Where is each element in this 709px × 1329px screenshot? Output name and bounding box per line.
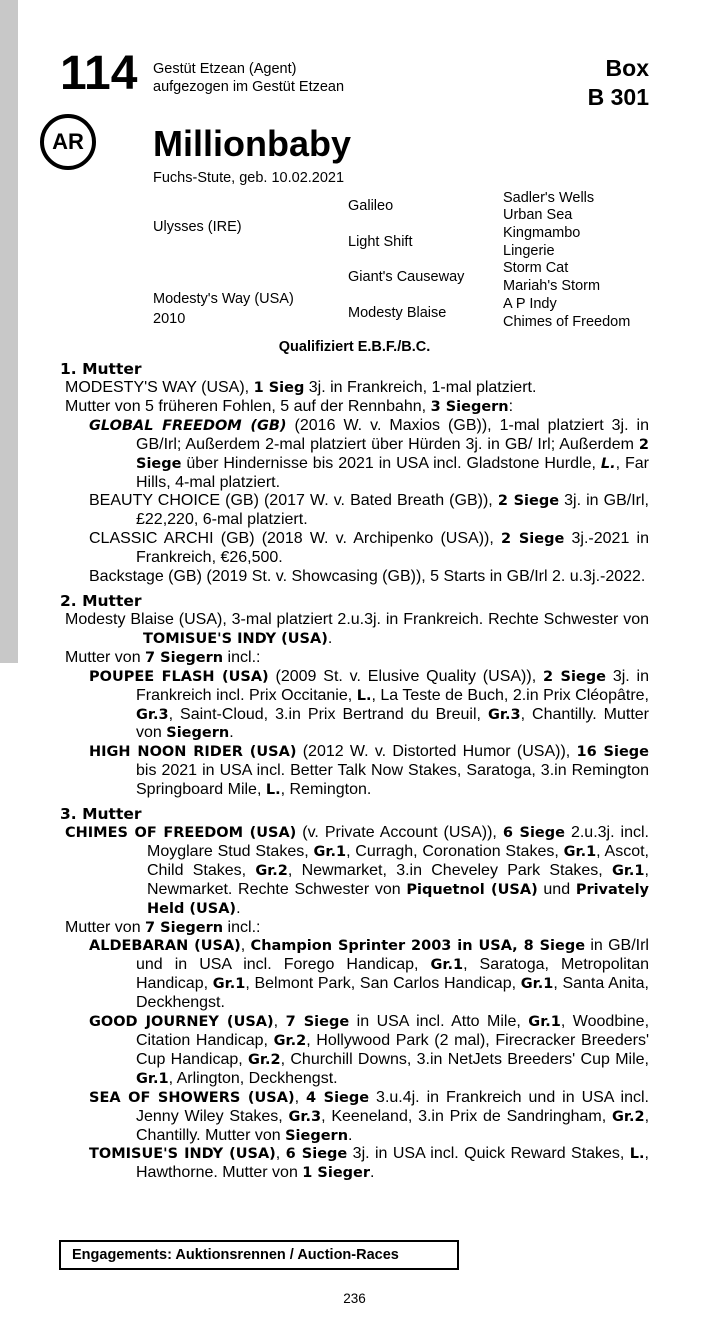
- dam-sections: [60, 360, 649, 1188]
- pedigree-dam-sire: Giant's Causeway: [348, 269, 465, 285]
- pedigree-sire-dam: Light Shift: [348, 234, 413, 250]
- pedigree-dam-year: 2010: [153, 311, 186, 327]
- offspring-entry: GLOBAL FREEDOM (GB) (2016 W. v. Maxios (GB)), 1-mal platziert 3j. in GB/Irl; Außerdem 2-mal platziert über Hürden 3j. in GB/ Irl; Außerdem 2 Siege über Hindernisse bis 2021 in USA incl. Gladstone Hurdle, L., Far Hills, 4-mal platziert.: [89, 416, 649, 491]
- pedigree-ggp: A P Indy: [503, 296, 557, 312]
- lot-number: 114: [60, 47, 138, 100]
- box-info: [588, 54, 649, 112]
- pedigree-sire-sire: Galileo: [348, 198, 394, 214]
- pedigree-ggp: Lingerie: [503, 243, 555, 259]
- dam-record: Modesty Blaise (USA), 3-mal platziert 2.u.3j. in Frankreich. Rechte Schwester von TOMISUE'S INDY (USA).: [65, 610, 649, 647]
- horse-details: Fuchs-Stute, geb. 10.02.2021: [153, 170, 345, 186]
- produce-record: Mutter von 7 Siegern incl.:: [65, 648, 261, 666]
- offspring-entry: ALDEBARAN (USA), Champion Sprinter 2003 in USA, 8 Siege in GB/Irl und in USA incl. Forego Handicap, Gr.1, Saratoga, Metropolitan Handicap, Gr.1, Belmont Park, San Carlos Handicap, Gr.1, Santa Anita, Deckhengst.: [89, 937, 650, 1012]
- first-dam-section: [60, 360, 649, 587]
- breeder-line-1: Gestüt Etzean (Agent): [153, 61, 297, 77]
- box-number: B 301: [587, 84, 649, 110]
- section-title: 1. Mutter: [60, 360, 142, 378]
- ar-badge: AR: [40, 114, 96, 170]
- offspring-entry: TOMISUE'S INDY (USA), 6 Siege 3j. in USA incl. Quick Reward Stakes, L., Hawthorne. Mutter von 1 Sieger.: [89, 1145, 649, 1182]
- pedigree-ggp: Storm Cat: [503, 260, 569, 276]
- side-color-bar: [0, 0, 18, 663]
- page-number: 236: [343, 1291, 366, 1306]
- section-title: 2. Mutter: [60, 591, 142, 610]
- pedigree-ggp: Chimes of Freedom: [503, 314, 631, 330]
- pedigree-dam-dam: Modesty Blaise: [348, 305, 447, 321]
- dam-record: CHIMES OF FREEDOM (USA) (v. Private Account (USA)), 6 Siege 2.u.3j. incl. Moyglare Stud Stakes, Gr.1, Curragh, Coronation Stakes, Gr.1, Ascot, Child Stakes, Gr.2, Newmarket, 3.in Cheveley Park Stakes, Gr.1, Newmarket. Rechte Schwester von Piquetnol (USA) und Privately Held (USA).: [65, 824, 649, 917]
- pedigree-ggp: Sadler's Wells: [503, 190, 595, 206]
- offspring-entry: Backstage (GB) (2019 St. v. Showcasing (GB)), 5 Starts in GB/Irl 2. u.3j.-2022.: [89, 568, 646, 586]
- offspring-entry: SEA OF SHOWERS (USA), 4 Siege 3.u.4j. in Frankreich und in USA incl. Jenny Wiley Stakes, Gr.3, Keeneland, 3.in Prix de Sandringham, Gr.2, Chantilly. Mutter von Siegern.: [89, 1088, 650, 1144]
- pedigree-ggp: Kingmambo: [503, 225, 581, 241]
- offspring-entry: POUPEE FLASH (USA) (2009 St. v. Elusive Quality (USA)), 2 Siege 3j. in Frankreich incl. Prix Occitanie, L., La Teste de Buch, 2.in Prix Cléopâtre, Gr.3, Saint-Cloud, 3.in Prix Bertrand du Breuil, Gr.3, Chantilly. Mutter von Siegern.: [89, 667, 650, 742]
- qualification-note: Qualifiziert E.B.F./B.C.: [278, 339, 431, 355]
- offspring-entry: BEAUTY CHOICE (GB) (2017 W. v. Bated Breath (GB)), 2 Siege 3j. in GB/Irl, £22,220, 6-mal platziert.: [89, 492, 649, 529]
- third-dam-section: [60, 805, 649, 1183]
- second-dam-section: [60, 592, 649, 800]
- pedigree-ggp: Mariah's Storm: [503, 278, 601, 294]
- breeder-line-2: aufgezogen im Gestüt Etzean: [153, 79, 345, 95]
- offspring-entry: CLASSIC ARCHI (GB) (2018 W. v. Archipenko (USA)), 2 Siege 3j.-2021 in Frankreich, €26,500.: [89, 530, 649, 567]
- box-label: Box: [605, 55, 649, 81]
- section-title: 3. Mutter: [60, 805, 142, 824]
- engagements-box: Engagements: Auktionsrennen / Auction-Races: [59, 1240, 459, 1270]
- pedigree-sire: Ulysses (IRE): [153, 219, 242, 235]
- produce-record: Mutter von 5 früheren Fohlen, 5 auf der Rennbahn, 3 Siegern:: [65, 397, 514, 415]
- produce-record: Mutter von 7 Siegern incl.:: [65, 918, 261, 936]
- breeder-info: [153, 60, 344, 96]
- pedigree-dam: Modesty's Way (USA): [153, 291, 294, 307]
- dam-record: MODESTY'S WAY (USA), 1 Sieg 3j. in Frankreich, 1-mal platziert.: [65, 379, 537, 396]
- horse-name: Millionbaby: [153, 123, 351, 164]
- offspring-entry: HIGH NOON RIDER (USA) (2012 W. v. Distorted Humor (USA)), 16 Siege bis 2021 in USA incl. Better Talk Now Stakes, Saratoga, 3.in Remington Springboard Mile, L., Remington.: [89, 743, 650, 799]
- offspring-entry: GOOD JOURNEY (USA), 7 Siege in USA incl. Atto Mile, Gr.1, Woodbine, Citation Handicap, Gr.2, Hollywood Park (2 mal), Firecracker Breeders' Cup Handicap, Gr.2, Churchill Downs, 3.in NetJets Breeders' Cup Mile, Gr.1, Arlington, Deckhengst.: [89, 1013, 650, 1087]
- pedigree-ggp: Urban Sea: [503, 207, 573, 223]
